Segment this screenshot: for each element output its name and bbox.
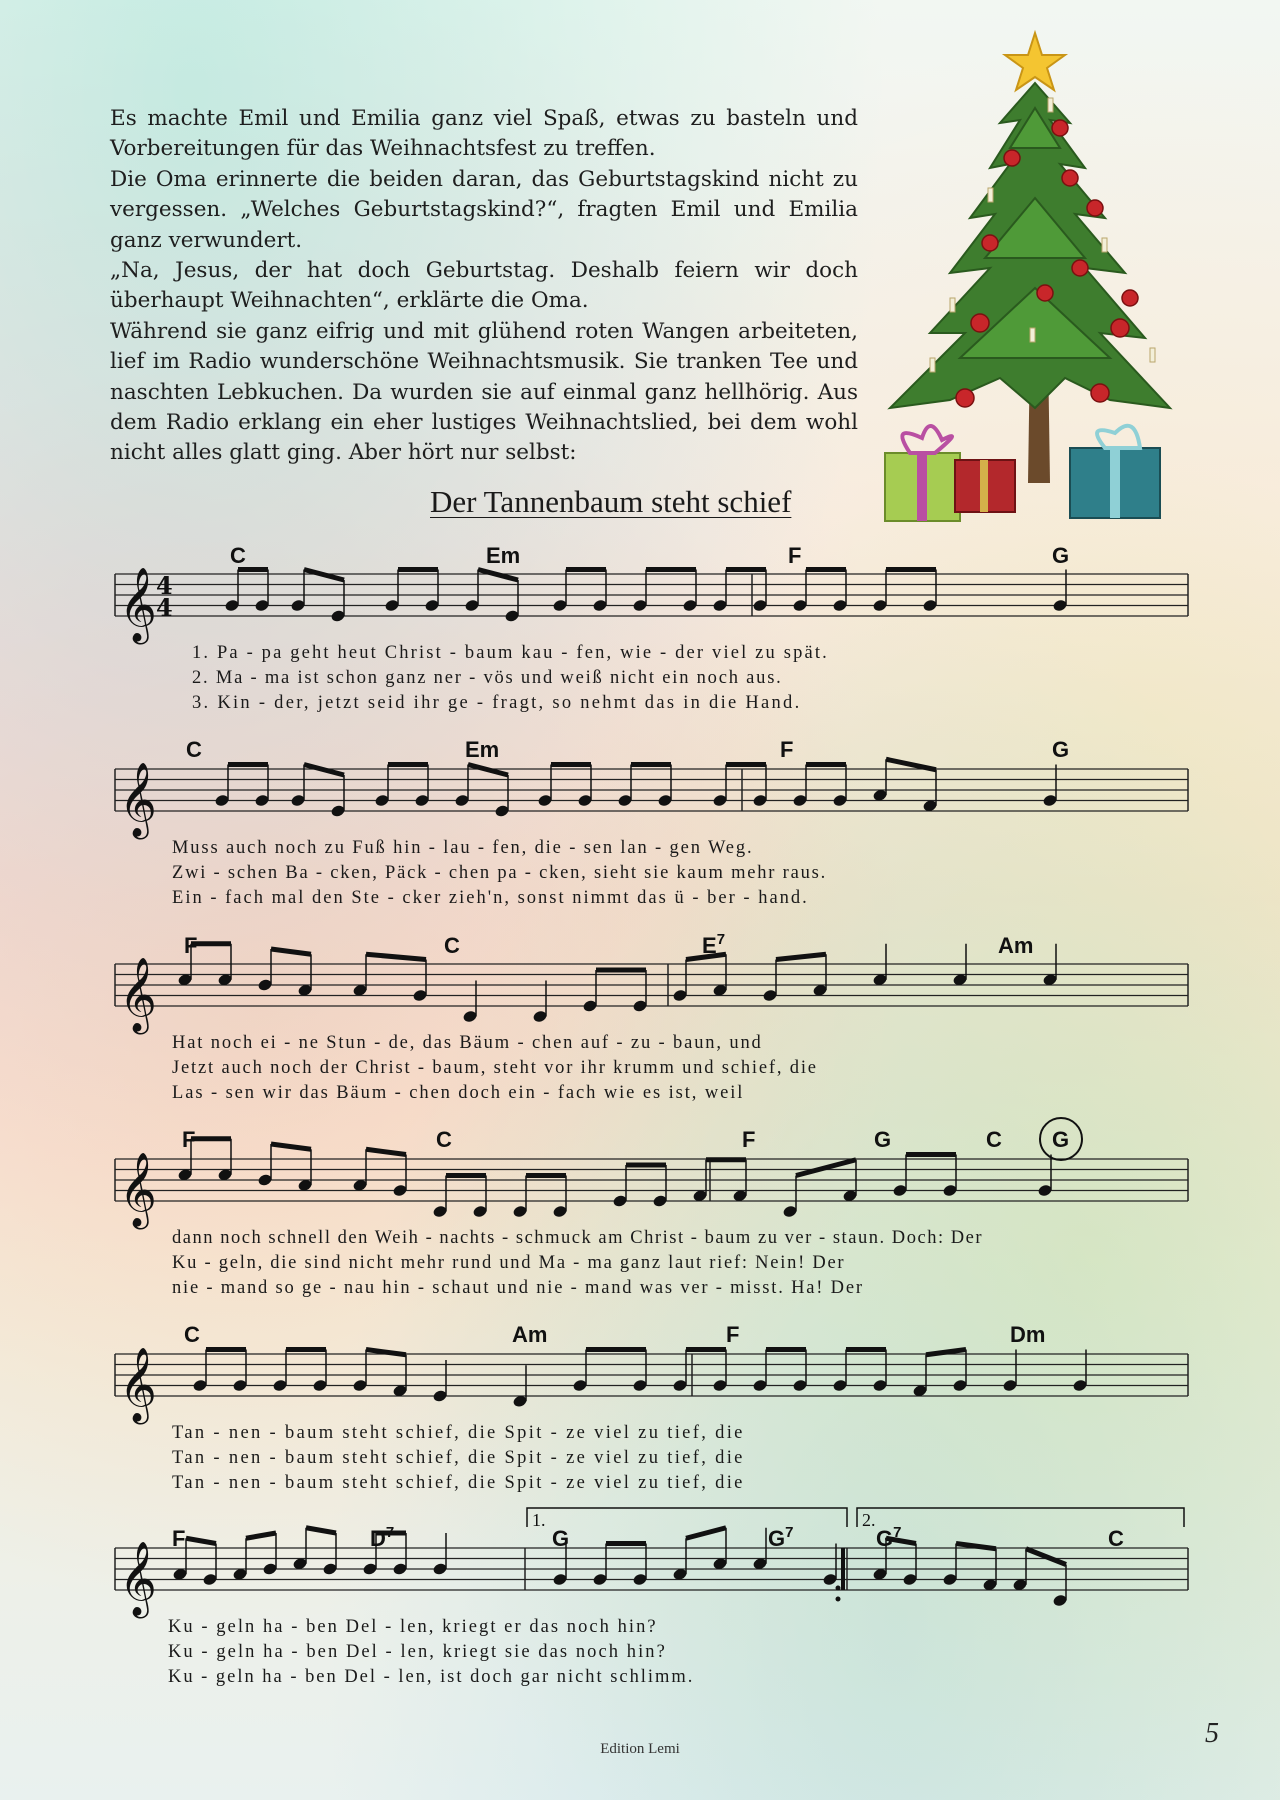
note-beam — [304, 570, 344, 581]
chord-symbol: $G^7$ — [876, 1524, 902, 1551]
story-paragraph-1: Es machte Emil und Emilia ganz viel Spaß, etwas zu basteln und Vorbereitungen für das Weihnachtsfest zu treffen. — [110, 106, 858, 162]
treble-clef-icon: 𝄞 — [119, 1348, 157, 1422]
lyric-verse-3: 3. Kin - der, jetzt seid ihr ge - fragt, so nehmt das in die Hand. — [192, 693, 800, 713]
chord-symbol: Am — [512, 1322, 548, 1347]
lyric-verse-2: Ku - geln ha - ben Del - len, kriegt sie das noch hin? — [168, 1642, 665, 1662]
note-beam — [478, 570, 518, 581]
staff-system-4 — [115, 1118, 1188, 1298]
note-beam — [1026, 1549, 1066, 1565]
lyric-verse-3: Ku - geln ha - ben Del - len, ist doch gar nicht schlimm. — [168, 1667, 693, 1687]
lyric-verse-1: Tan - nen - baum steht schief, die Spit - ze viel zu tief, die — [172, 1423, 743, 1443]
chord-symbol: G — [1052, 737, 1070, 762]
lyric-verse-1: 1. Pa - pa geht heut Christ - baum kau - fen, wie - der viel zu spät. — [192, 643, 827, 663]
note-beam — [246, 1533, 276, 1538]
chord-symbol: G — [1052, 543, 1070, 568]
lyric-verse-2: 2. Ma - ma ist schon ganz ner - vös und weiß nicht ein noch aus. — [192, 668, 781, 688]
chord-symbol: F — [172, 1526, 186, 1551]
note-beam — [366, 1149, 406, 1154]
page-number: 5 — [1205, 1718, 1219, 1749]
chord-superscript: 7 — [385, 1524, 395, 1541]
lyric-verse-3: Tan - nen - baum steht schief, die Spit - ze viel zu tief, die — [172, 1473, 743, 1493]
chord-symbol: F — [182, 1127, 196, 1152]
chord-symbol: $E^7$ — [702, 931, 726, 958]
chord-symbol: Am — [998, 933, 1034, 958]
chord-symbol: C — [186, 737, 202, 762]
chord-symbol: C — [436, 1127, 452, 1152]
time-signature-denominator: 4 — [156, 593, 173, 622]
volta-label: 2. — [862, 1510, 876, 1530]
lyric-verse-1: Hat noch ei - ne Stun - de, das Bäum - chen auf - zu - baun, und — [172, 1033, 761, 1053]
chord-symbol: F — [742, 1127, 756, 1152]
chord-symbol: G — [874, 1127, 892, 1152]
note-beam — [776, 954, 826, 959]
treble-clef-icon: 𝄞 — [119, 958, 157, 1032]
lyric-verse-3: Las - sen wir das Bäum - chen doch ein - fach wie es ist, weil — [172, 1083, 743, 1103]
note-beam — [186, 1538, 216, 1543]
lyric-verse-2: Jetzt auch noch der Christ - baum, steht vor ihr krumm und schief, die — [172, 1058, 817, 1078]
volta-bracket — [857, 1508, 1184, 1527]
treble-clef-icon: 𝄞 — [119, 568, 157, 642]
chord-symbol: Em — [486, 543, 521, 568]
chord-symbol: C — [1108, 1526, 1124, 1551]
story-paragraph-4: Während sie ganz eifrig und mit glühend roten Wangen arbeiteten, lief im Radio wunderschöne Weihnachtsmusik. Sie tranken Tee und naschten Lebkuchen. Da wurden sie auf einmal ganz hellhörig. Aus dem Radio erklang ein eher lustiges Weihnachtslied, bei dem wohl nicht alles glatt ging. Aber hört nur selbst: — [110, 318, 858, 466]
lyric-verse-2: Tan - nen - baum steht schief, die Spit - ze viel zu tief, die — [172, 1448, 743, 1468]
note-beam — [306, 1528, 336, 1533]
lyric-verse-1: dann noch schnell den Weih - nachts - schmuck am Christ - baum zu ver - staun. Doch: Der — [172, 1228, 982, 1248]
treble-clef-icon: 𝄞 — [119, 763, 157, 837]
chord-symbol: F — [780, 737, 794, 762]
chord-symbol: Dm — [1010, 1322, 1046, 1347]
chord-symbol: C — [184, 1322, 200, 1347]
chord-symbol: F — [788, 543, 802, 568]
note-beam — [271, 949, 311, 954]
chord-symbol: $D^7$ — [370, 1524, 395, 1551]
staff-system-2 — [115, 737, 1188, 908]
staff-system-1 — [115, 543, 1188, 713]
lyric-verse-2: Zwi - schen Ba - cken, Päck - chen pa - cken, sieht sie kaum mehr raus. — [172, 863, 826, 883]
story-paragraph-3: „Na, Jesus, der hat doch Geburtstag. Deshalb feiern wir doch überhaupt Weihnachten“, erklärte die Oma. — [110, 258, 858, 314]
repeat-dot — [836, 1597, 841, 1602]
staff-system-5 — [115, 1322, 1188, 1493]
chord-symbol: F — [184, 933, 198, 958]
volta-label: 1. — [532, 1510, 546, 1530]
note-beam — [304, 765, 344, 776]
staff-system-6 — [115, 1508, 1188, 1687]
publisher-footer: Edition Lemi — [600, 1741, 680, 1757]
song-title: Der Tannenbaum steht schief — [430, 484, 792, 519]
repeat-dot — [836, 1586, 841, 1591]
note-beam — [886, 759, 936, 770]
lyric-verse-2: Ku - geln, die sind nicht mehr rund und Ma - ma ganz laut rief: Nein! Der — [172, 1253, 844, 1273]
treble-clef-icon: 𝄞 — [119, 1542, 157, 1616]
chord-symbol: C — [444, 933, 460, 958]
chord-symbol: G — [552, 1526, 570, 1551]
time-signature-numerator: 4 — [156, 571, 173, 600]
chord-symbol: C — [230, 543, 246, 568]
chord-symbol: F — [726, 1322, 740, 1347]
treble-clef-icon: 𝄞 — [119, 1153, 157, 1227]
story-paragraph-2: Die Oma erinnerte die beiden daran, das Geburtstagskind nicht zu vergessen. „Welches Geburtstagskind?“, fragten Emil und Emilia ganz verwundert. — [110, 166, 858, 253]
note-beam — [796, 1160, 856, 1176]
lyric-verse-3: nie - mand so ge - nau hin - schaut und nie - mand was ver - misst. Ha! Der — [172, 1278, 863, 1298]
lyric-verse-3: Ein - fach mal den Ste - cker zieh'n, sonst nimmt das ü - ber - hand. — [172, 888, 807, 908]
chord-superscript: 7 — [893, 1524, 902, 1541]
chord-superscript: 7 — [716, 931, 726, 948]
note-beam — [271, 1144, 311, 1149]
note-beam — [468, 765, 508, 776]
volta-bracket — [527, 1508, 847, 1527]
staff-system-3 — [115, 931, 1188, 1103]
chord-symbol: G — [1052, 1127, 1070, 1152]
lyric-verse-1: Ku - geln ha - ben Del - len, kriegt er das noch hin? — [168, 1617, 656, 1637]
chord-symbol: C — [986, 1127, 1002, 1152]
chord-symbol: Em — [465, 737, 500, 762]
lyric-verse-1: Muss auch noch zu Fuß hin - lau - fen, die - sen lan - gen Weg. — [172, 838, 752, 858]
note-beam — [686, 1528, 726, 1539]
note-beam — [366, 954, 426, 959]
chord-symbol: $G^7$ — [768, 1524, 794, 1551]
chord-superscript: 7 — [785, 1524, 794, 1541]
